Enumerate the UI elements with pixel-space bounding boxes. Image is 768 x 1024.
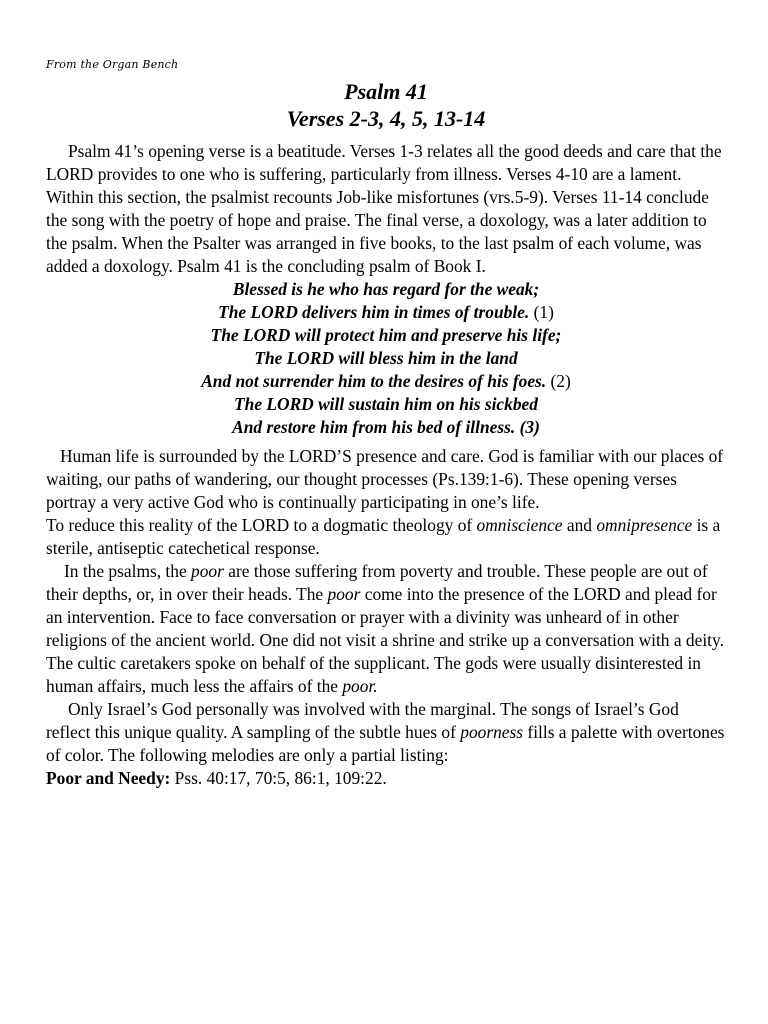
verse-block	[46, 278, 726, 439]
verse-line	[46, 324, 726, 347]
document-page	[46, 58, 726, 790]
verse-text: The LORD will bless him in the land	[254, 348, 518, 368]
verse-line	[46, 347, 726, 370]
verse-text: The LORD will protect him and preserve his life;	[210, 325, 562, 345]
verse-text: And not surrender him to the desires of his foes.	[201, 371, 547, 391]
paragraph-israel	[46, 698, 726, 767]
text-run: come into the presence of the LORD and plead for an intervention. Face to face conversation or prayer with a divinity was unheard of in other religions of the ancient world. One did not visit a shrine and strike up a conversation with a deity. The cultic caretakers spoke on behalf of the supplicant. The gods were usually disinterested in human affairs, much less the affairs of the	[46, 584, 724, 696]
intro-paragraph: Psalm 41’s opening verse is a beatitude. Verses 1-3 relates all the good deeds and care that the LORD provides to one who is suffering, particularly from illness. Verses 4-10 are a lament. Within this section, the psalmist recounts Job-like misfortunes (vrs.5-9). Verses 11-14 conclude the song with the poetry of hope and praise. The final verse, a doxology, was a later addition to the psalm. When the Psalter was arranged in five books, to the last psalm of each volume, was added a doxology. Psalm 41 is the concluding psalm of Book I.	[46, 141, 722, 276]
verse-ref: (1)	[529, 302, 554, 322]
verse-text: And restore him from his bed of illness. (3)	[232, 417, 540, 437]
text-run: and	[562, 515, 597, 535]
paragraph-presence: Human life is surrounded by the LORD’S presence and care. God is familiar with our places of waiting, our paths of wandering, our thought processes (Ps.139:1-6). These opening verses portray a very active God who is continually participating in one’s life.	[46, 446, 724, 512]
verse-text: Blessed is he who has regard for the weak;	[232, 279, 540, 299]
emphasis-omnipresence: omnipresence	[596, 515, 693, 535]
text-run: Only Israel’s God personally was involved with the marginal. The songs of Israel’s God reflect this unique quality. A sampling of the subtle hues of	[46, 699, 679, 742]
title-block	[46, 78, 726, 132]
paragraph-poor	[46, 560, 726, 698]
page-title: Psalm 41	[344, 79, 428, 104]
page-subtitle: Verses 2-3, 4, 5, 13-14	[286, 106, 486, 131]
emphasis-poor: poor.	[342, 676, 378, 696]
text-run: are those suffering from poverty and trouble. These people are out of their depths, or, in over their heads. The	[46, 561, 708, 604]
paragraph-theology	[46, 514, 726, 560]
verse-text: The LORD will sustain him on his sickbed	[234, 394, 538, 414]
text-run: fills a palette with overtones of color. The following melodies are only a partial listing:	[46, 722, 725, 765]
emphasis-poor: poor	[327, 584, 361, 604]
verse-line	[46, 301, 726, 324]
verse-line	[46, 278, 726, 301]
header-note: From the Organ Bench	[46, 58, 179, 71]
listing-refs: Pss. 40:17, 70:5, 86:1, 109:22.	[170, 768, 387, 788]
emphasis-poor: poor	[191, 561, 224, 581]
emphasis-poorness: poorness	[460, 722, 524, 742]
verse-line	[46, 393, 726, 416]
text-run: In the psalms, the	[64, 561, 192, 581]
text-run: To reduce this reality of the LORD to a dogmatic theology of	[46, 515, 477, 535]
verse-line	[46, 370, 726, 393]
verse-text: The LORD delivers him in times of trouble.	[218, 302, 530, 322]
verse-line	[46, 416, 726, 439]
verse-ref: (2)	[546, 371, 571, 391]
listing-line	[46, 767, 726, 790]
listing-label: Poor and Needy:	[46, 768, 171, 788]
emphasis-omniscience: omniscience	[476, 515, 563, 535]
text-run: is a sterile, antiseptic catechetical response.	[46, 515, 721, 558]
